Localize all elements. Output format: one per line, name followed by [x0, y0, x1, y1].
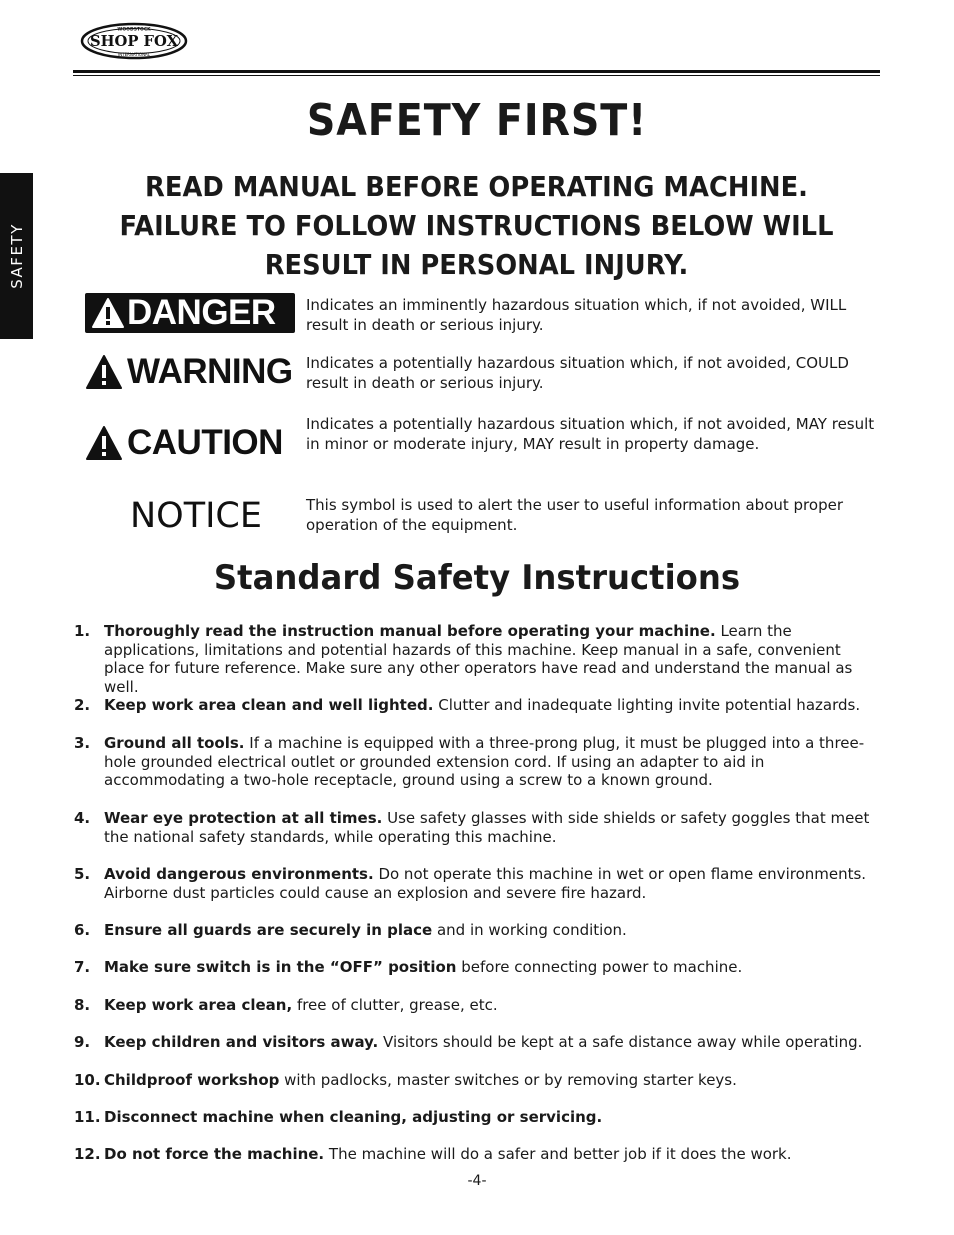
item-number: 4.	[74, 809, 91, 827]
item-lead: Do not force the machine.	[104, 1145, 325, 1163]
shop-fox-logo	[80, 22, 188, 60]
item-rest: Visitors should be kept at a safe distance away while operating.	[378, 1033, 863, 1051]
warning-word: WARNING	[127, 352, 293, 391]
subtitle-line: RESULT IN PERSONAL INJURY.	[264, 248, 689, 281]
item-number: 7.	[74, 958, 91, 976]
item-lead: Keep work area clean and well lighted.	[104, 696, 434, 714]
item-text	[104, 734, 879, 790]
item-number: 6.	[74, 921, 91, 939]
warning-triangle-icon	[91, 297, 125, 329]
item-lead: Childproof workshop	[104, 1071, 280, 1089]
notice-description: This symbol is used to alert the user to useful information about proper operation of the equipment.	[306, 496, 843, 534]
item-text	[104, 865, 879, 902]
warning-description: Indicates a potentially hazardous situation which, if not avoided, COULD result in death or serious injury.	[306, 354, 849, 392]
item-lead: Keep work area clean,	[104, 996, 293, 1014]
section-side-tab	[0, 173, 33, 339]
item-text	[104, 1033, 879, 1052]
item-text	[104, 1108, 879, 1127]
item-rest: with padlocks, master switches or by removing starter keys.	[279, 1071, 737, 1089]
item-lead: Ground all tools.	[104, 734, 245, 752]
section-heading: Standard Safety Instructions	[213, 558, 741, 598]
item-lead: Wear eye protection at all times.	[104, 809, 383, 827]
warning-subtitle	[73, 167, 880, 284]
item-number: 5.	[74, 865, 91, 883]
item-number: 1.	[74, 622, 91, 640]
side-tab-label: SAFETY	[7, 223, 26, 289]
item-lead: Thoroughly read the instruction manual before operating your machine.	[104, 622, 716, 640]
item-text	[104, 622, 879, 696]
item-rest: Use safety glasses with side shields or safety goggles that meet the national safety standards, while operating this machine.	[104, 809, 870, 846]
item-rest: Learn the applications, limitations and potential hazards of this machine. Keep manual in a safe, convenient place for future reference. Make sure any other operators have read and understand the manual as well.	[104, 622, 853, 696]
caution-signal-word	[85, 423, 295, 465]
item-text	[104, 958, 879, 977]
item-lead: Make sure switch is in the “OFF” position	[104, 958, 457, 976]
item-number: 12.	[74, 1145, 101, 1163]
caution-description: Indicates a potentially hazardous situation which, if not avoided, MAY result in minor or moderate injury, MAY result in property damage.	[306, 415, 875, 453]
svg-text:INTERNATIONAL: INTERNATIONAL	[117, 52, 151, 57]
danger-signal-word	[85, 293, 295, 333]
item-lead: Ensure all guards are securely in place	[104, 921, 433, 939]
item-text	[104, 1071, 879, 1090]
warning-signal-word	[85, 352, 295, 394]
caution-triangle-icon	[85, 425, 123, 461]
item-number: 11.	[74, 1108, 101, 1126]
item-lead: Keep children and visitors away.	[104, 1033, 379, 1051]
subtitle-line: FAILURE TO FOLLOW INSTRUCTIONS BELOW WILL	[119, 209, 834, 242]
item-number: 8.	[74, 996, 91, 1014]
item-rest: and in working condition.	[432, 921, 627, 939]
item-text	[104, 1145, 879, 1164]
subtitle-line: READ MANUAL BEFORE OPERATING MACHINE.	[145, 170, 808, 203]
item-rest: before connecting power to machine.	[456, 958, 743, 976]
item-number: 2.	[74, 696, 91, 714]
header-rule-thin	[73, 75, 880, 76]
notice-word: NOTICE	[130, 496, 262, 536]
item-text	[104, 809, 879, 846]
item-rest: If a machine is equipped with a three-prong plug, it must be plugged into a three-hole grounded electrical outlet or grounded extension cord. If using an adapter to aid in accommodating a two-hole receptacle, ground using a screw to a known ground.	[104, 734, 865, 789]
item-rest: The machine will do a safer and better job if it does the work.	[324, 1145, 792, 1163]
item-text	[104, 921, 879, 940]
caution-word: CAUTION	[127, 423, 283, 462]
item-lead: Disconnect machine when cleaning, adjusting or servicing.	[104, 1108, 603, 1126]
item-number: 3.	[74, 734, 91, 752]
danger-description: Indicates an imminently hazardous situation which, if not avoided, WILL result in death or serious injury.	[306, 296, 847, 334]
danger-word: DANGER	[127, 293, 276, 332]
item-text	[104, 696, 879, 715]
page-title: SAFETY FIRST!	[306, 95, 648, 146]
page-number: -4-	[467, 1173, 487, 1189]
item-number: 10.	[74, 1071, 101, 1089]
item-number: 9.	[74, 1033, 91, 1051]
header-rule-thick	[73, 70, 880, 73]
shop-fox-logo-graphic	[80, 22, 188, 60]
item-rest: Do not operate this machine in wet or open flame environments. Airborne dust particles could cause an explosion and severe fire hazard.	[104, 865, 867, 902]
svg-text:SHOP FOX: SHOP FOX	[90, 32, 179, 50]
item-lead: Avoid dangerous environments.	[104, 865, 374, 883]
item-rest: free of clutter, grease, etc.	[292, 996, 498, 1014]
notice-signal-word	[85, 494, 295, 538]
warning-triangle-icon	[85, 354, 123, 390]
svg-text:WOODSTOCK: WOODSTOCK	[117, 27, 151, 33]
item-rest: Clutter and inadequate lighting invite potential hazards.	[433, 696, 861, 714]
item-text	[104, 996, 879, 1015]
